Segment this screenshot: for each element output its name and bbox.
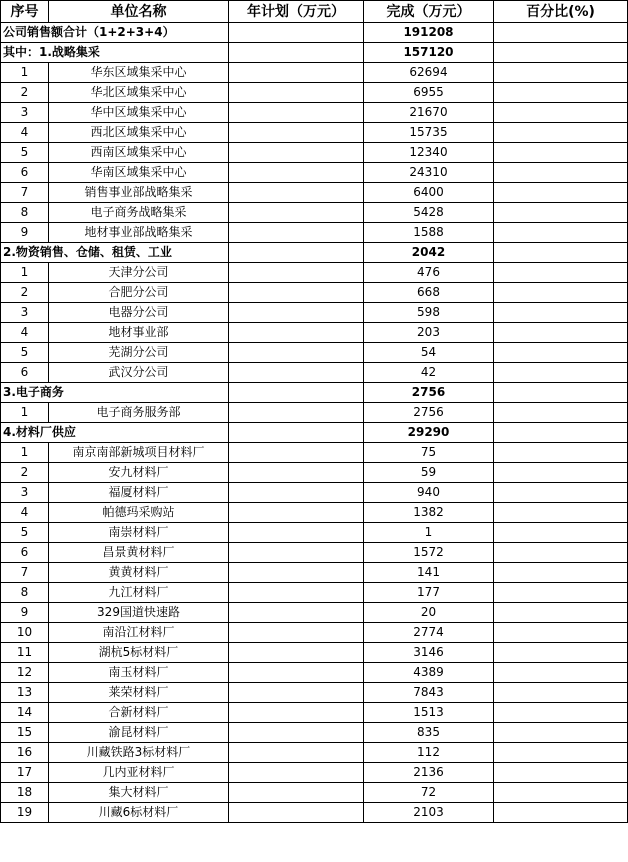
row-completed: 1513 [364, 703, 494, 723]
section-row [1, 383, 628, 403]
row-percentage [494, 763, 628, 783]
row-percentage [494, 683, 628, 703]
row-completed: 62694 [364, 63, 494, 83]
row-plan [229, 603, 364, 623]
total-completed: 191208 [364, 23, 494, 43]
row-index: 1 [1, 403, 49, 423]
row-completed: 598 [364, 303, 494, 323]
row-unit-name: 西南区域集采中心 [49, 143, 229, 163]
row-unit-name: 地材事业部 [49, 323, 229, 343]
row-unit-name: 帕德玛采购站 [49, 503, 229, 523]
row-unit-name: 川藏6标材料厂 [49, 803, 229, 823]
row-index: 4 [1, 323, 49, 343]
row-percentage [494, 743, 628, 763]
row-index: 3 [1, 303, 49, 323]
row-completed: 112 [364, 743, 494, 763]
row-completed: 59 [364, 463, 494, 483]
table-row [1, 283, 628, 303]
row-unit-name: 合肥分公司 [49, 283, 229, 303]
row-completed: 940 [364, 483, 494, 503]
row-unit-name: 合新材料厂 [49, 703, 229, 723]
row-plan [229, 683, 364, 703]
row-completed: 2136 [364, 763, 494, 783]
row-completed: 7843 [364, 683, 494, 703]
section-percentage [494, 243, 628, 263]
row-percentage [494, 803, 628, 823]
section-percentage [494, 43, 628, 63]
row-unit-name: 华北区域集采中心 [49, 83, 229, 103]
row-plan [229, 743, 364, 763]
total-plan [229, 23, 364, 43]
row-percentage [494, 703, 628, 723]
row-plan [229, 763, 364, 783]
table-row [1, 123, 628, 143]
row-percentage [494, 783, 628, 803]
table-body [1, 23, 628, 823]
row-unit-name: 几内亚材料厂 [49, 763, 229, 783]
row-index: 5 [1, 343, 49, 363]
row-plan [229, 503, 364, 523]
row-index: 14 [1, 703, 49, 723]
table-row [1, 103, 628, 123]
row-percentage [494, 123, 628, 143]
row-index: 3 [1, 103, 49, 123]
row-percentage [494, 623, 628, 643]
section-completed: 29290 [364, 423, 494, 443]
table-row [1, 263, 628, 283]
row-plan [229, 123, 364, 143]
row-plan [229, 283, 364, 303]
row-unit-name: 地材事业部战略集采 [49, 223, 229, 243]
table-row [1, 143, 628, 163]
row-percentage [494, 463, 628, 483]
row-percentage [494, 303, 628, 323]
row-completed: 1382 [364, 503, 494, 523]
row-plan [229, 303, 364, 323]
table-row [1, 83, 628, 103]
total-percentage [494, 23, 628, 43]
header-annual-plan: 年计划（万元） [229, 1, 364, 23]
row-percentage [494, 523, 628, 543]
row-unit-name: 329国道快速路 [49, 603, 229, 623]
table-row [1, 183, 628, 203]
row-index: 19 [1, 803, 49, 823]
row-unit-name: 电子商务服务部 [49, 403, 229, 423]
row-percentage [494, 363, 628, 383]
row-index: 15 [1, 723, 49, 743]
table-row [1, 323, 628, 343]
row-completed: 12340 [364, 143, 494, 163]
row-index: 9 [1, 223, 49, 243]
row-index: 12 [1, 663, 49, 683]
row-index: 4 [1, 123, 49, 143]
table-row [1, 63, 628, 83]
row-plan [229, 543, 364, 563]
section-label: 2.物资销售、仓储、租赁、工业 [1, 243, 229, 263]
section-plan [229, 243, 364, 263]
row-index: 3 [1, 483, 49, 503]
row-completed: 5428 [364, 203, 494, 223]
table-row [1, 543, 628, 563]
row-index: 7 [1, 563, 49, 583]
row-percentage [494, 343, 628, 363]
row-index: 6 [1, 543, 49, 563]
row-percentage [494, 263, 628, 283]
total-row [1, 23, 628, 43]
row-completed: 54 [364, 343, 494, 363]
table-row [1, 403, 628, 423]
table-row [1, 483, 628, 503]
row-plan [229, 203, 364, 223]
row-plan [229, 363, 364, 383]
table-header [1, 1, 628, 23]
row-index: 8 [1, 203, 49, 223]
section-completed: 2042 [364, 243, 494, 263]
table-row [1, 303, 628, 323]
section-row [1, 423, 628, 443]
row-unit-name: 西北区域集采中心 [49, 123, 229, 143]
row-percentage [494, 723, 628, 743]
row-percentage [494, 143, 628, 163]
row-unit-name: 武汉分公司 [49, 363, 229, 383]
row-unit-name: 天津分公司 [49, 263, 229, 283]
table-row [1, 363, 628, 383]
row-completed: 6955 [364, 83, 494, 103]
table-row [1, 163, 628, 183]
table-row [1, 223, 628, 243]
row-index: 13 [1, 683, 49, 703]
row-unit-name: 集大材料厂 [49, 783, 229, 803]
header-index: 序号 [1, 1, 49, 23]
row-completed: 835 [364, 723, 494, 743]
row-completed: 21670 [364, 103, 494, 123]
row-percentage [494, 223, 628, 243]
table-row [1, 683, 628, 703]
row-unit-name: 昌景黄材料厂 [49, 543, 229, 563]
row-percentage [494, 483, 628, 503]
row-index: 16 [1, 743, 49, 763]
row-index: 2 [1, 283, 49, 303]
table-row [1, 723, 628, 743]
row-plan [229, 703, 364, 723]
row-completed: 1572 [364, 543, 494, 563]
row-percentage [494, 543, 628, 563]
row-completed: 203 [364, 323, 494, 343]
row-unit-name: 莱荣材料厂 [49, 683, 229, 703]
row-plan [229, 563, 364, 583]
row-completed: 75 [364, 443, 494, 463]
row-completed: 141 [364, 563, 494, 583]
header-row [1, 1, 628, 23]
row-completed: 1588 [364, 223, 494, 243]
row-completed: 476 [364, 263, 494, 283]
row-index: 5 [1, 143, 49, 163]
row-unit-name: 芜湖分公司 [49, 343, 229, 363]
row-completed: 72 [364, 783, 494, 803]
header-completed: 完成（万元） [364, 1, 494, 23]
row-unit-name: 福厦材料厂 [49, 483, 229, 503]
row-index: 5 [1, 523, 49, 543]
table-row [1, 523, 628, 543]
row-unit-name: 川藏铁路3标材料厂 [49, 743, 229, 763]
header-unit-name: 单位名称 [49, 1, 229, 23]
row-completed: 2774 [364, 623, 494, 643]
row-unit-name: 南玉材料厂 [49, 663, 229, 683]
row-index: 4 [1, 503, 49, 523]
section-plan [229, 383, 364, 403]
section-completed: 157120 [364, 43, 494, 63]
table-row [1, 803, 628, 823]
table-row [1, 203, 628, 223]
row-plan [229, 83, 364, 103]
row-completed: 1 [364, 523, 494, 543]
row-completed: 177 [364, 583, 494, 603]
row-plan [229, 523, 364, 543]
row-percentage [494, 603, 628, 623]
row-unit-name: 湖杭5标材料厂 [49, 643, 229, 663]
table-row [1, 743, 628, 763]
row-percentage [494, 443, 628, 463]
row-percentage [494, 563, 628, 583]
row-completed: 15735 [364, 123, 494, 143]
row-unit-name: 九江材料厂 [49, 583, 229, 603]
row-index: 2 [1, 83, 49, 103]
row-percentage [494, 103, 628, 123]
row-percentage [494, 403, 628, 423]
table-row [1, 703, 628, 723]
row-unit-name: 电器分公司 [49, 303, 229, 323]
table-row [1, 643, 628, 663]
row-index: 6 [1, 163, 49, 183]
row-unit-name: 销售事业部战略集采 [49, 183, 229, 203]
row-percentage [494, 283, 628, 303]
row-completed: 2103 [364, 803, 494, 823]
table-row [1, 623, 628, 643]
row-plan [229, 223, 364, 243]
row-plan [229, 583, 364, 603]
section-percentage [494, 383, 628, 403]
row-index: 7 [1, 183, 49, 203]
row-percentage [494, 663, 628, 683]
row-completed: 20 [364, 603, 494, 623]
row-unit-name: 安九材料厂 [49, 463, 229, 483]
row-plan [229, 323, 364, 343]
row-index: 1 [1, 443, 49, 463]
table-row [1, 463, 628, 483]
row-plan [229, 63, 364, 83]
row-completed: 2756 [364, 403, 494, 423]
row-unit-name: 渝昆材料厂 [49, 723, 229, 743]
row-index: 17 [1, 763, 49, 783]
row-completed: 3146 [364, 643, 494, 663]
row-plan [229, 663, 364, 683]
section-row [1, 243, 628, 263]
section-label: 4.材料厂供应 [1, 423, 229, 443]
table-row [1, 503, 628, 523]
section-percentage [494, 423, 628, 443]
row-unit-name: 华东区域集采中心 [49, 63, 229, 83]
row-completed: 24310 [364, 163, 494, 183]
table-row [1, 443, 628, 463]
table-row [1, 343, 628, 363]
row-plan [229, 143, 364, 163]
row-unit-name: 黄黄材料厂 [49, 563, 229, 583]
section-label: 3.电子商务 [1, 383, 229, 403]
row-percentage [494, 503, 628, 523]
row-index: 2 [1, 463, 49, 483]
row-percentage [494, 203, 628, 223]
row-percentage [494, 163, 628, 183]
row-plan [229, 103, 364, 123]
row-plan [229, 183, 364, 203]
row-plan [229, 163, 364, 183]
row-plan [229, 623, 364, 643]
section-label: 其中：1.战略集采 [1, 43, 229, 63]
header-percentage: 百分比(%) [494, 1, 628, 23]
row-index: 1 [1, 263, 49, 283]
total-label: 公司销售额合计（1+2+3+4） [1, 23, 229, 43]
row-plan [229, 643, 364, 663]
row-unit-name: 南崇材料厂 [49, 523, 229, 543]
row-index: 10 [1, 623, 49, 643]
row-percentage [494, 323, 628, 343]
row-unit-name: 南沿江材料厂 [49, 623, 229, 643]
row-plan [229, 263, 364, 283]
table-row [1, 663, 628, 683]
row-index: 6 [1, 363, 49, 383]
row-completed: 6400 [364, 183, 494, 203]
row-percentage [494, 643, 628, 663]
row-plan [229, 463, 364, 483]
row-unit-name: 南京南部新城项目材料厂 [49, 443, 229, 463]
row-percentage [494, 83, 628, 103]
section-plan [229, 423, 364, 443]
row-percentage [494, 63, 628, 83]
section-row [1, 43, 628, 63]
table-row [1, 783, 628, 803]
row-plan [229, 803, 364, 823]
row-plan [229, 443, 364, 463]
row-index: 1 [1, 63, 49, 83]
row-completed: 668 [364, 283, 494, 303]
row-index: 11 [1, 643, 49, 663]
table-row [1, 563, 628, 583]
row-index: 8 [1, 583, 49, 603]
row-plan [229, 343, 364, 363]
row-plan [229, 783, 364, 803]
table-row [1, 603, 628, 623]
section-completed: 2756 [364, 383, 494, 403]
row-unit-name: 电子商务战略集采 [49, 203, 229, 223]
row-percentage [494, 183, 628, 203]
row-plan [229, 403, 364, 423]
row-percentage [494, 583, 628, 603]
table-row [1, 583, 628, 603]
row-plan [229, 483, 364, 503]
row-unit-name: 华中区域集采中心 [49, 103, 229, 123]
row-index: 9 [1, 603, 49, 623]
table-row [1, 763, 628, 783]
row-plan [229, 723, 364, 743]
section-plan [229, 43, 364, 63]
row-completed: 42 [364, 363, 494, 383]
row-index: 18 [1, 783, 49, 803]
row-unit-name: 华南区域集采中心 [49, 163, 229, 183]
row-completed: 4389 [364, 663, 494, 683]
